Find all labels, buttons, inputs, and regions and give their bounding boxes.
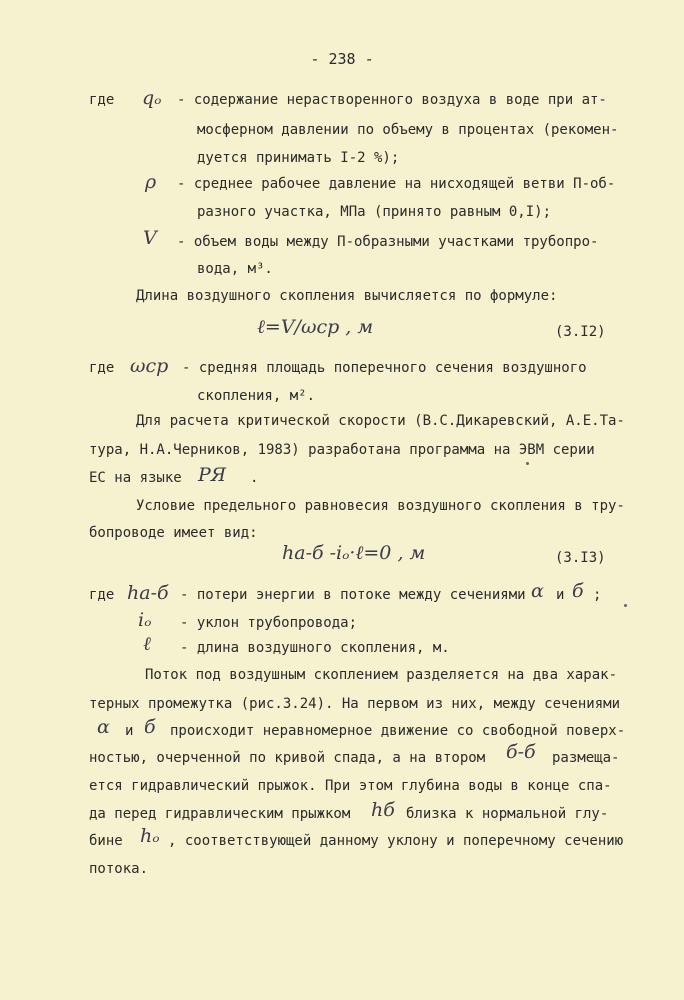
text-line: . <box>250 470 259 486</box>
text-line: , соответствующей данному уклону и поперечному сечению <box>168 833 624 849</box>
scan-speck <box>624 604 627 607</box>
symbol-h-0: hₒ <box>140 825 160 847</box>
text-line: тура, Н.А.Черников, 1983) разработана программа на ЭВМ серии <box>89 442 595 458</box>
text-line: бопроводе имеет вид: <box>89 525 258 541</box>
text-line: и <box>125 723 134 739</box>
symbol-language: РЯ <box>198 464 227 486</box>
text-line: - потери энергии в потоке между сечениями <box>180 587 526 603</box>
text-line: Поток под воздушным скоплением разделяется на два харак- <box>145 667 618 683</box>
text-line: ностью, очерченной по кривой спада, а на втором <box>89 750 486 766</box>
symbol-section-a: α <box>531 580 544 602</box>
text-line: терных промежутка (рис.3.24). На первом из них, между сечениями <box>89 696 621 712</box>
equation-number: (3.I3) <box>555 550 606 566</box>
text-line: бине <box>89 833 123 849</box>
symbol-h-b: hб <box>371 799 395 821</box>
text-line: ; <box>593 587 602 603</box>
text-line: потока. <box>89 861 149 877</box>
text-line: - уклон трубопровода; <box>180 615 358 631</box>
text-line: размеща- <box>552 750 620 766</box>
text-line: Длина воздушного скопления вычисляется по формуле: <box>136 288 558 304</box>
text-line: близка к нормальной глу- <box>406 806 609 822</box>
text-line: - среднее рабочее давление на нисходящей ветви П-об- <box>177 176 616 192</box>
symbol-section-a2: α <box>97 716 110 738</box>
symbol-v: V <box>143 227 157 249</box>
text-line: мосферном давлении по объему в процентах (рекомен- <box>197 122 619 138</box>
text-line: - содержание нерастворенного воздуха в воде при ат- <box>177 92 607 108</box>
symbol-section-b: б <box>572 580 584 602</box>
symbol-omega-cp: ωср <box>130 355 169 377</box>
text-line: дуется принимать I-2 %); <box>197 150 400 166</box>
text-line: где <box>89 92 115 108</box>
symbol-i0: iₒ <box>138 609 152 631</box>
text-line: где <box>89 587 115 603</box>
text-line: происходит неравномерное движение со свободной поверх- <box>170 723 626 739</box>
text-line: и <box>556 587 565 603</box>
text-line: - средняя площадь поперечного сечения воздушного <box>182 360 587 376</box>
text-line: где <box>89 360 115 376</box>
text-line: ется гидравлический прыжок. При этом глубина воды в конце спа- <box>89 778 612 794</box>
symbol-b-b: б-б <box>506 741 536 763</box>
symbol-section-b2: б <box>144 716 156 738</box>
page-number: - 238 - <box>310 50 374 68</box>
equation-number: (3.I2) <box>555 324 606 340</box>
formula-3-12: ℓ=V/ωср , м <box>257 316 374 338</box>
text-line: Для расчета критической скорости (В.С.Дикаревский, А.Е.Та- <box>136 413 625 429</box>
formula-3-13: hа-б -iₒ·ℓ=0 , м <box>282 542 426 564</box>
symbol-q0: qₒ <box>142 87 162 109</box>
symbol-p: ρ <box>145 171 157 193</box>
text-line: - объем воды между П-образными участками трубопро- <box>177 234 599 250</box>
scan-speck <box>526 462 529 465</box>
text-line: скопления, м². <box>197 388 316 404</box>
text-line: разного участка, МПа (принято равным 0,I); <box>197 204 552 220</box>
text-line: Условие предельного равновесия воздушного скопления в тру- <box>136 498 625 514</box>
symbol-l: ℓ <box>143 633 151 655</box>
text-line: ЕС на языке <box>89 470 182 486</box>
text-line: да перед гидравлическим прыжком <box>89 806 351 822</box>
symbol-h-ab: hа-б <box>127 582 169 604</box>
text-line: - длина воздушного скопления, м. <box>180 640 450 656</box>
text-line: вода, м³. <box>197 261 273 277</box>
